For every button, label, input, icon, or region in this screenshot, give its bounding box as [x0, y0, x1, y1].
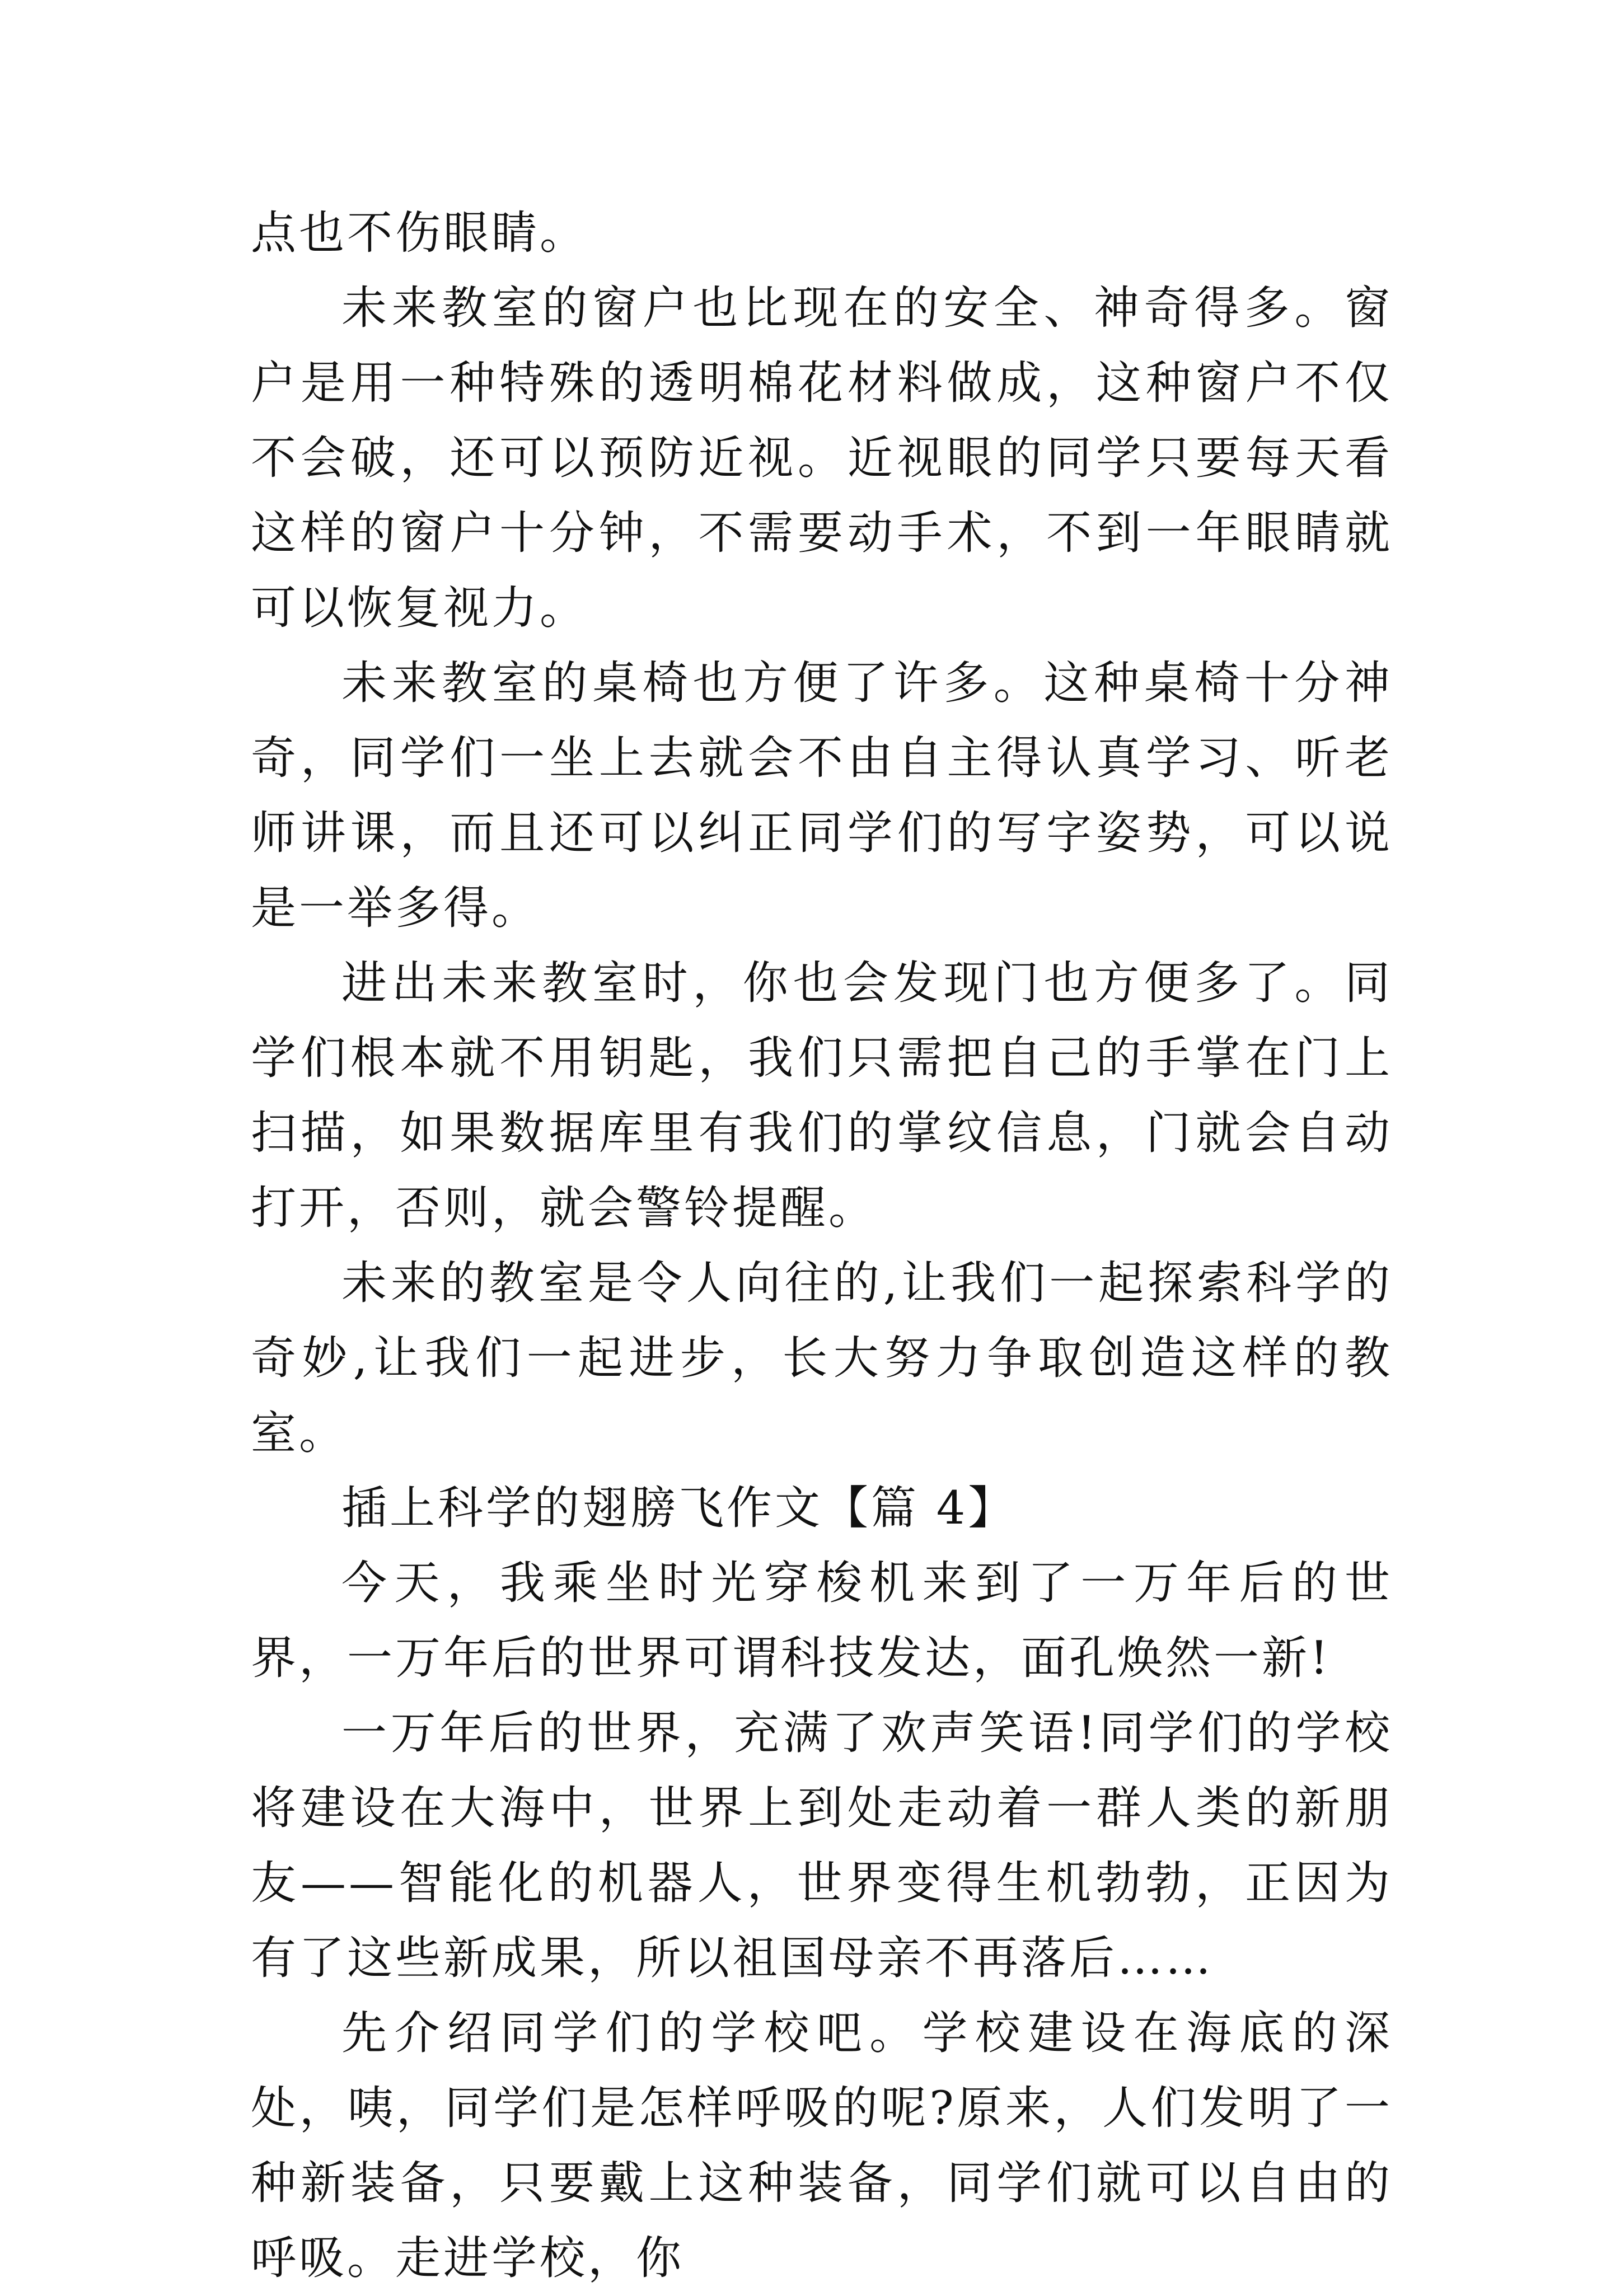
section-heading: 插上科学的翅膀飞作文【篇 4】	[341, 1482, 1017, 1535]
paragraph-time-machine: 今天，我乘坐时光穿梭机来到了一万年后的世界，一万年后的世界可谓科技发达，面孔焕然一新!	[251, 1557, 1393, 1685]
paragraph-school: 先介绍同学们的学校吧。学校建设在海底的深处，咦，同学们是怎样呼吸的呢?原来，人们发明了一种新装备，只要戴上这种装备，同学们就可以自由的呼吸。走进学校，你	[251, 2007, 1393, 2285]
paragraph-desks: 未来教室的桌椅也方便了许多。这种桌椅十分神奇，同学们一坐上去就会不由自主得认真学习、听老师讲课，而且还可以纠正同学们的写字姿势，可以说是一举多得。	[251, 657, 1393, 935]
paragraph-future-world: 一万年后的世界，充满了欢声笑语!同学们的学校将建设在大海中，世界上到处走动着一群人类的新朋友——智能化的机器人，世界变得生机勃勃，正因为有了这些新成果，所以祖国母亲不再落后……	[251, 1707, 1393, 1985]
paragraph-windows: 未来教室的窗户也比现在的安全、神奇得多。窗户是用一种特殊的透明棉花材料做成，这种窗户不仅不会破，还可以预防近视。近视眼的同学只要每天看这样的窗户十分钟，不需要动手术，不到一年眼睛就可以恢复视力。	[251, 282, 1393, 635]
paragraph-continuation: 点也不伤眼睛。	[251, 207, 588, 260]
paragraph-door: 进出未来教室时，你也会发现门也方便多了。同学们根本就不用钥匙，我们只需把自己的手掌在门上扫描，如果数据库里有我们的掌纹信息，门就会自动打开，否则，就会警铃提醒。	[251, 957, 1393, 1235]
document-body	[251, 196, 1393, 2296]
paragraph-conclusion: 未来的教室是令人向往的,让我们一起探索科学的奇妙,让我们一起进步，长大努力争取创造这样的教室。	[251, 1257, 1393, 1460]
